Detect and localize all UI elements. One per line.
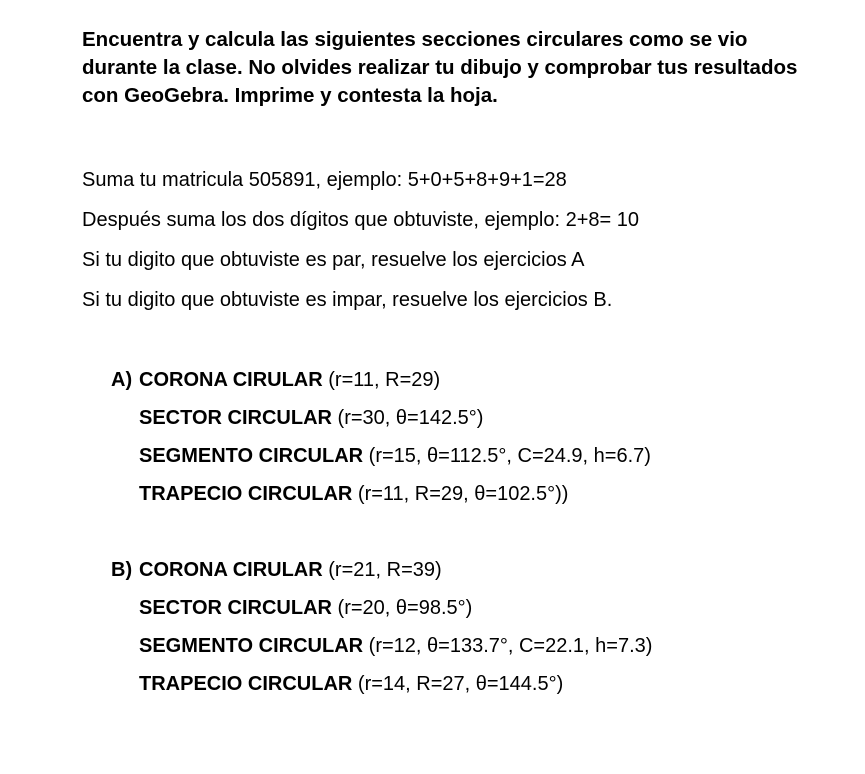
- exercise-params: (r=14, R=27, θ=144.5°): [357, 673, 564, 695]
- exercise-name: SECTOR CIRCULAR: [139, 597, 332, 619]
- instruction-line: Después suma los dos dígitos que obtuviste, ejemplo: 2+8= 10: [82, 209, 640, 231]
- exercise-params: (r=20, θ=98.5°): [337, 597, 473, 619]
- instruction-line: Suma tu matricula 505891, ejemplo: 5+0+5+8+9+1=28: [82, 169, 567, 191]
- exercise-item: [111, 627, 831, 665]
- exercise-params: (r=30, θ=142.5°): [337, 407, 484, 429]
- exercise-item: [111, 475, 831, 513]
- instruction-line: Si tu digito que obtuviste es impar, resuelve los ejercicios B.: [82, 289, 613, 311]
- group-letter: B): [111, 559, 133, 581]
- exercise-params: (r=11, R=29, θ=102.5°)): [357, 483, 569, 505]
- exercise-name: SEGMENTO CIRCULAR: [139, 445, 364, 467]
- exercise-item: [111, 665, 831, 703]
- exercise-group-a: [111, 361, 831, 513]
- intro-paragraph: Encuentra y calcula las siguientes secciones circulares como se vio durante la clase. No olvides realizar tu dibujo y comprobar tus resultados con GeoGebra. Imprime y contesta la hoja.: [82, 28, 798, 107]
- exercise-params: (r=11, R=29): [328, 369, 441, 391]
- exercise-name: CORONA CIRULAR: [139, 369, 323, 391]
- instructions-list: [82, 160, 842, 320]
- exercise-params: (r=12, θ=133.7°, C=22.1, h=7.3): [368, 635, 653, 657]
- exercise-params: (r=15, θ=112.5°, C=24.9, h=6.7): [368, 445, 651, 467]
- exercise-item: [111, 551, 831, 589]
- exercise-name: TRAPECIO CIRCULAR: [139, 673, 353, 695]
- exercise-name: SECTOR CIRCULAR: [139, 407, 332, 429]
- exercise-item: [111, 589, 831, 627]
- exercise-name: TRAPECIO CIRCULAR: [139, 483, 353, 505]
- instruction-line: Si tu digito que obtuviste es par, resuelve los ejercicios A: [82, 249, 585, 271]
- group-letter: A): [111, 369, 133, 391]
- exercise-item: [111, 399, 831, 437]
- exercise-name: SEGMENTO CIRCULAR: [139, 635, 364, 657]
- exercise-name: CORONA CIRULAR: [139, 559, 323, 581]
- exercise-item: [111, 437, 831, 475]
- exercise-params: (r=21, R=39): [328, 559, 442, 581]
- exercise-group-b: [111, 551, 831, 703]
- exercise-item: [111, 361, 831, 399]
